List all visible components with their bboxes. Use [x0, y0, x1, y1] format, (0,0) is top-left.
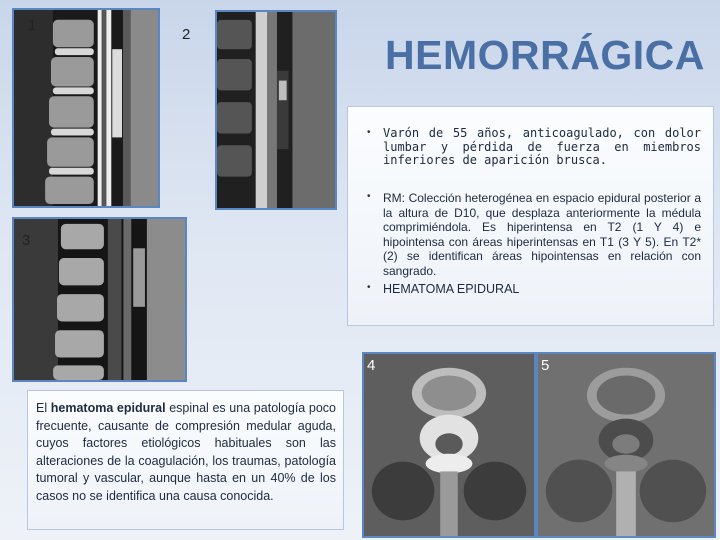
mri-image-1 — [12, 8, 160, 208]
image-number-4: 4 — [367, 357, 376, 374]
summary-text-highlight: hematoma epidural — [50, 401, 166, 415]
mri-image-2 — [215, 10, 337, 210]
image-number-5: 5 — [541, 357, 550, 374]
case-description-box — [347, 106, 714, 326]
bullet-icon: • — [367, 191, 371, 202]
mri-image-4 — [362, 352, 536, 538]
slide-title: HEMORRÁGICA — [385, 32, 705, 78]
image-number-2: 2 — [182, 26, 191, 43]
case-point-text: RM: Colección heterogénea en espacio epidural posterior a la altura de D10, que desplaza anteriormente la médula comprimiéndola. Es hiperintensa en T2 (1 Y 4) e hipointensa con áreas hiperintensas en T1 (3 Y 5). En T2* (2) se identifican áreas hipointensas en relación con sangrado. — [383, 191, 701, 278]
case-point-text: HEMATOMA EPIDURAL — [383, 282, 520, 296]
summary-text-start: El — [36, 401, 51, 415]
mri-image-3 — [12, 217, 187, 382]
case-point-text: Varón de 55 años, anticoagulado, con dolor lumbar y pérdida de fuerza en miembros inferiores de aparición brusca. — [383, 126, 701, 167]
image-number-1: 1 — [28, 17, 37, 34]
mri-image-5 — [536, 352, 716, 538]
image-number-3: 3 — [22, 232, 31, 249]
bullet-icon: • — [367, 282, 371, 293]
summary-text-box — [27, 390, 344, 530]
bullet-icon: • — [367, 127, 371, 138]
summary-text-rest: espinal es una patología poco frecuente, causante de compresión medular aguda, cuyos factores etiológicos habituales son las alteraciones de la coagulación, los traumas, patología tumoral y vascular, aunque hasta en un 40% de los casos no se identifica una causa conocida. — [36, 401, 336, 503]
